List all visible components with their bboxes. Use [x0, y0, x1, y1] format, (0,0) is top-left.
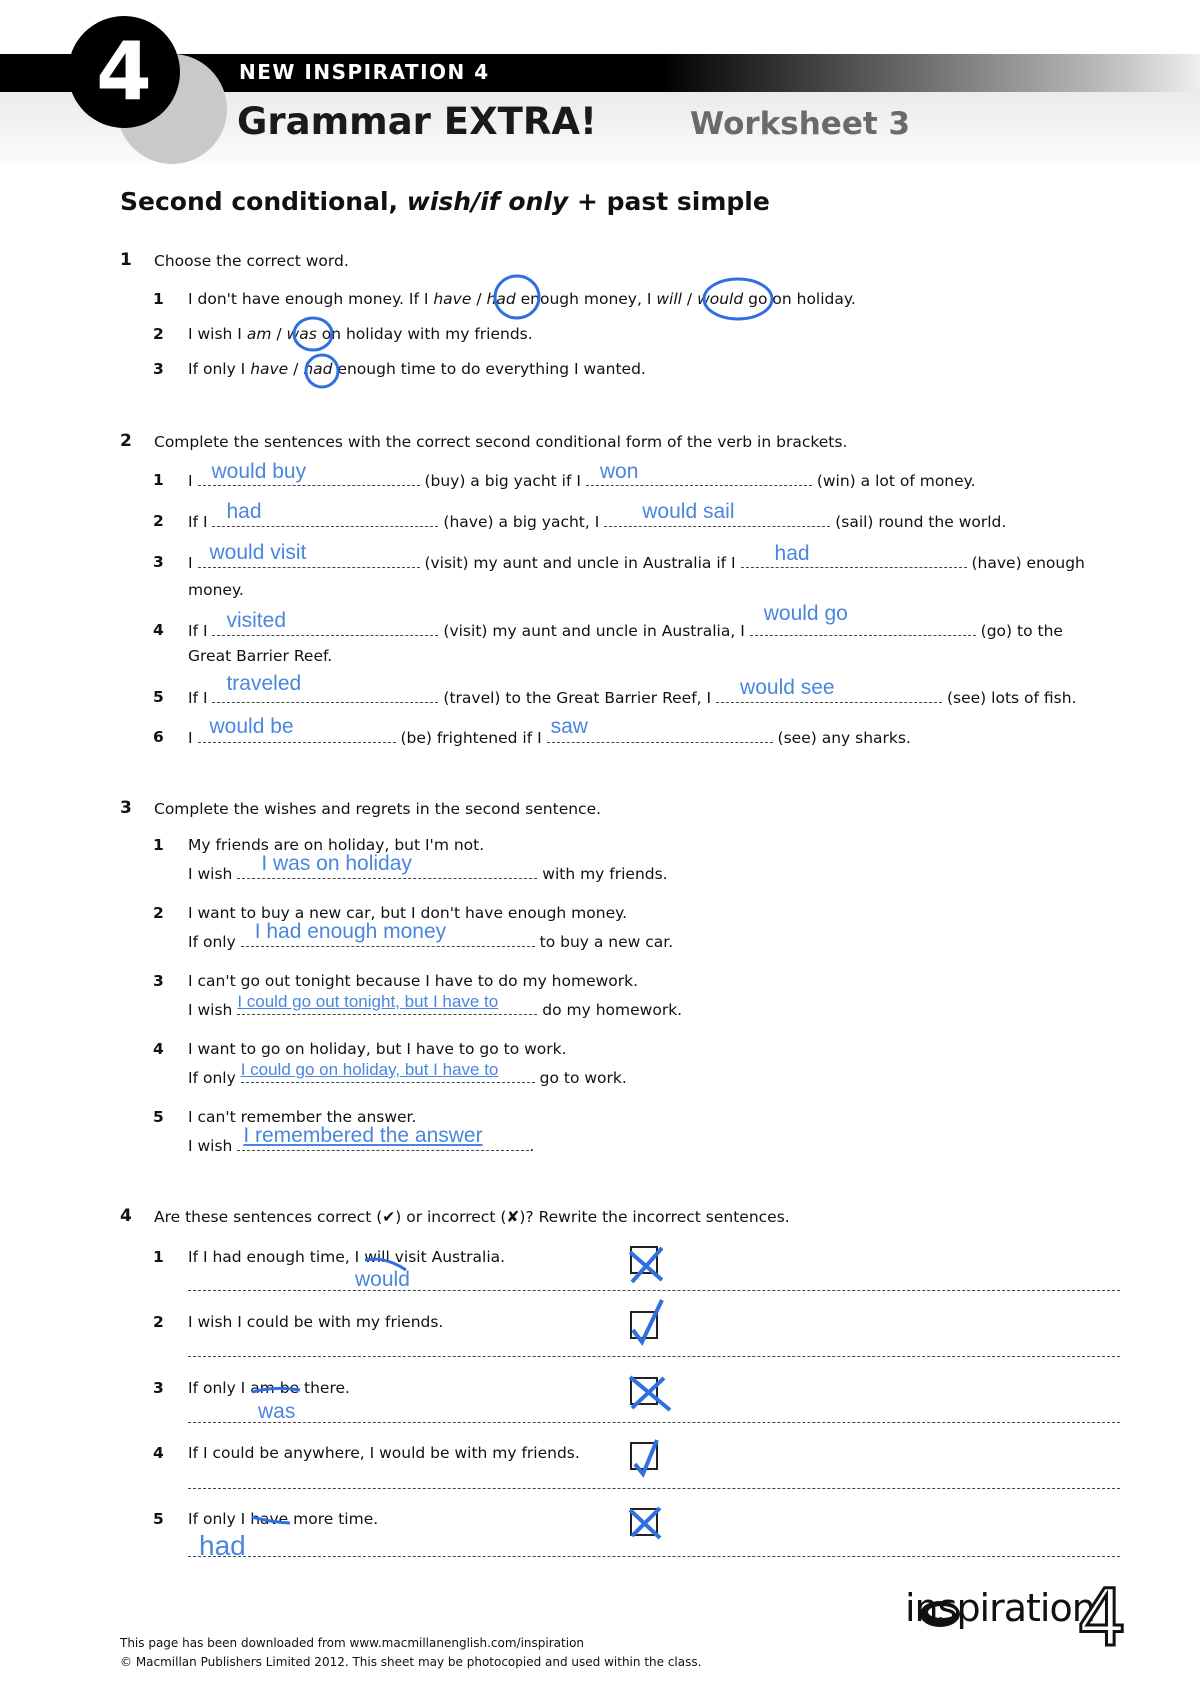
crossed-out-word: will: [364, 1248, 390, 1266]
item-number: 2: [153, 325, 164, 343]
cross-mark: [630, 1377, 670, 1410]
handwritten-answer: I remembered the answer: [243, 1124, 483, 1147]
sentence-text: there.: [304, 1379, 350, 1397]
option: had: [303, 360, 333, 378]
handwritten-answer: I had enough money: [254, 920, 447, 943]
section-instruction: Complete the sentences with the correct second conditional form of the verb in brackets.: [154, 433, 848, 451]
handwritten-correction: would: [355, 1268, 410, 1291]
sentence-text: If I: [188, 622, 208, 640]
answer-blank[interactable]: [741, 542, 967, 568]
answer-blank[interactable]: [237, 852, 537, 879]
handwritten-correction: had: [199, 1530, 246, 1561]
sentence-text: go to work.: [539, 1069, 627, 1087]
answer-circle: [294, 318, 332, 350]
sentence-text: with my friends.: [542, 865, 668, 883]
strike-mark: [252, 1517, 290, 1523]
brand-logo-word: inspiration: [905, 1586, 1095, 1630]
sentence-text: on holiday with my friends.: [321, 325, 533, 343]
sentence-text: (see) any sharks.: [777, 729, 911, 747]
heading-italic: wish/if only: [406, 187, 569, 216]
exercise-sentence: [188, 715, 911, 747]
sentence-text: I wish: [188, 865, 233, 883]
answer-blank[interactable]: [237, 1124, 529, 1151]
answer-blank[interactable]: [198, 715, 396, 743]
sentence-text: If only I: [188, 1510, 246, 1528]
answer-blank[interactable]: [240, 1060, 535, 1083]
sentence-text: go on holiday.: [748, 290, 856, 308]
item-number: 3: [153, 553, 164, 571]
answer-blank[interactable]: [716, 676, 942, 703]
sentence-text: (visit) my aunt and uncle in Australia, I: [443, 622, 745, 640]
sentence-text: (buy) a big yacht if I: [424, 472, 581, 490]
prompt-sentence: I can't go out tonight because I have to do my homework.: [188, 972, 639, 990]
option: have: [433, 290, 472, 308]
handwritten-answer: won: [599, 460, 639, 483]
section-number: 4: [120, 1206, 132, 1226]
handwritten-answer: would see: [740, 676, 835, 699]
answer-blank[interactable]: [750, 602, 976, 636]
sentence-text: (sail) round the world.: [835, 513, 1007, 531]
sentence-text: I: [188, 554, 193, 572]
sentence-text: If I: [188, 689, 208, 707]
check-sentence: If I could be anywhere, I would be with my friends.: [188, 1444, 580, 1462]
prompt-sentence: I can't remember the answer.: [188, 1108, 417, 1126]
answer-circle: [306, 355, 338, 387]
item-number: 1: [153, 836, 164, 854]
option: would: [697, 290, 744, 308]
sentence-text: I don't have enough money. If I: [188, 290, 429, 308]
handwritten-answer: would buy: [211, 460, 307, 483]
strike-mark: [252, 1388, 300, 1392]
handwritten-answer: I could go out tonight, but I have to: [237, 992, 499, 1011]
cross-mark: [630, 1508, 660, 1538]
exercise-sentence: [188, 541, 1085, 572]
section-number: 2: [120, 431, 132, 451]
item-number: 5: [153, 1108, 164, 1126]
completion-sentence: [188, 852, 668, 883]
answer-blank[interactable]: [241, 920, 535, 947]
worksheet-label: Worksheet 3: [690, 106, 911, 142]
answer-blank[interactable]: [198, 541, 420, 568]
item-number: 2: [153, 904, 164, 922]
exercise-sentence: [188, 460, 976, 490]
answer-blank[interactable]: [212, 672, 438, 703]
answer-blank[interactable]: [237, 992, 537, 1015]
footer-copyright: © Macmillan Publishers Limited 2012. This sheet may be photocopied and used within the class.: [120, 1655, 702, 1669]
crossed-out-word: have: [250, 1510, 289, 1528]
item-number: 4: [153, 1040, 164, 1058]
item-number: 1: [153, 471, 164, 489]
sentence-continuation: Great Barrier Reef.: [188, 647, 333, 665]
handwritten-correction: was: [258, 1400, 296, 1423]
sentence-text: enough money, I: [520, 290, 652, 308]
section-instruction: Are these sentences correct (✔) or incorrect (✘)? Rewrite the incorrect sentences.: [154, 1208, 790, 1226]
prompt-sentence: My friends are on holiday, but I'm not.: [188, 836, 485, 854]
sentence-text: (win) a lot of money.: [816, 472, 976, 490]
option: was: [286, 325, 317, 343]
strike-mark: [365, 1259, 406, 1270]
sentence-text: (visit) my aunt and uncle in Australia if I: [424, 554, 736, 572]
sentence-text: If I had enough time, I: [188, 1248, 360, 1266]
sentence-text: (see) lots of fish.: [946, 689, 1077, 707]
option-separator: /: [476, 290, 482, 308]
series-name: NEW INSPIRATION 4: [239, 60, 490, 84]
crossed-out-word: am be: [250, 1379, 300, 1397]
answer-blank[interactable]: [586, 460, 812, 486]
sentence-text: If I: [188, 513, 208, 531]
footer-source: This page has been downloaded from www.macmillanenglish.com/inspiration: [120, 1636, 585, 1650]
prompt-sentence: I want to go on holiday, but I have to go to work.: [188, 1040, 567, 1058]
item-number: 5: [153, 688, 164, 706]
tick-mark: [635, 1440, 657, 1474]
answer-blank[interactable]: [547, 715, 773, 743]
item-number: 5: [153, 1510, 164, 1528]
sentence-text: (have) enough: [971, 554, 1085, 572]
sentence-text: (go) to the: [980, 622, 1063, 640]
section-instruction: Complete the wishes and regrets in the second sentence.: [154, 800, 602, 818]
handwritten-marks: [0, 1230, 1200, 1560]
sentence-text: I wish: [188, 1137, 233, 1155]
sentence-text: to buy a new car.: [539, 933, 674, 951]
sentence-text: I wish: [188, 1001, 233, 1019]
page-title: Grammar EXTRA!: [237, 100, 597, 143]
handwritten-answer: I could go on holiday, but I have to: [240, 1060, 499, 1079]
sentence-text: I wish I: [188, 325, 242, 343]
section-number: 1: [120, 250, 132, 270]
sentence-text: If only I: [188, 360, 246, 378]
completion-sentence: [188, 1124, 535, 1155]
sentence-continuation: money.: [188, 581, 244, 599]
answer-blank[interactable]: [198, 460, 420, 486]
completion-sentence: [188, 992, 683, 1019]
handwritten-answer: visited: [226, 609, 286, 632]
sentence-text: enough time to do everything I wanted.: [337, 360, 646, 378]
option-separator: /: [276, 325, 282, 343]
handwritten-answer: would be: [209, 715, 294, 738]
handwritten-answer: I was on holiday: [261, 852, 412, 875]
handwritten-answer: traveled: [226, 672, 302, 695]
exercise-sentence: [188, 500, 1007, 531]
handwritten-answer: would visit: [209, 541, 307, 564]
answer-circle: [495, 276, 539, 318]
section-number: 3: [120, 798, 132, 818]
heading-part2: + past simple: [576, 187, 770, 216]
sentence-text: If only: [188, 1069, 236, 1087]
item-number: 4: [153, 1444, 164, 1462]
answer-circle: [704, 279, 772, 319]
brand-logo-number: 4: [1077, 1574, 1127, 1664]
sentence-text: .: [529, 1137, 535, 1155]
exercise-sentence: [188, 602, 1063, 640]
handwritten-answer: saw: [550, 715, 588, 738]
handwritten-answer: would sail: [642, 500, 735, 523]
tick-mark: [633, 1300, 662, 1342]
item-number: 2: [153, 512, 164, 530]
completion-sentence: [188, 1060, 627, 1087]
sentence-text: visit Australia.: [394, 1248, 506, 1266]
level-badge-number: 4: [96, 25, 152, 118]
check-sentence: I wish I could be with my friends.: [188, 1313, 444, 1331]
sentence-text: (be) frightened if I: [400, 729, 542, 747]
option-separator: /: [293, 360, 299, 378]
exercise-sentence: [188, 672, 1077, 707]
option: will: [656, 290, 682, 308]
item-number: 2: [153, 1313, 164, 1331]
item-number: 1: [153, 1248, 164, 1266]
item-number: 6: [153, 728, 164, 746]
section-instruction: Choose the correct word.: [154, 252, 349, 270]
answer-blank[interactable]: [212, 500, 438, 527]
answer-blank[interactable]: [604, 500, 830, 527]
item-number: 3: [153, 360, 164, 378]
answer-blank[interactable]: [212, 609, 438, 636]
completion-sentence: [188, 920, 674, 951]
sentence-text: (have) a big yacht, I: [443, 513, 600, 531]
answer-circles: [0, 0, 1200, 420]
handwritten-answer: would go: [763, 602, 848, 625]
sentence-text: do my homework.: [542, 1001, 683, 1019]
option: have: [250, 360, 289, 378]
sentence-text: I: [188, 729, 193, 747]
option: am: [246, 325, 272, 343]
item-number: 1: [153, 290, 164, 308]
option-separator: /: [686, 290, 693, 308]
cross-mark: [630, 1248, 662, 1282]
option: had: [486, 290, 516, 308]
prompt-sentence: I want to buy a new car, but I don't have enough money.: [188, 904, 628, 922]
item-number: 3: [153, 1379, 164, 1397]
heading-part1: Second conditional,: [120, 187, 399, 216]
sentence-text: If only: [188, 933, 236, 951]
handwritten-answer: had: [774, 542, 810, 565]
sentence-text: (travel) to the Great Barrier Reef, I: [443, 689, 712, 707]
sentence-text: If only I: [188, 1379, 246, 1397]
handwritten-answer: had: [226, 500, 262, 523]
sentence-text: more time.: [293, 1510, 379, 1528]
sentence-text: I: [188, 472, 193, 490]
item-number: 4: [153, 621, 164, 639]
item-number: 3: [153, 972, 164, 990]
